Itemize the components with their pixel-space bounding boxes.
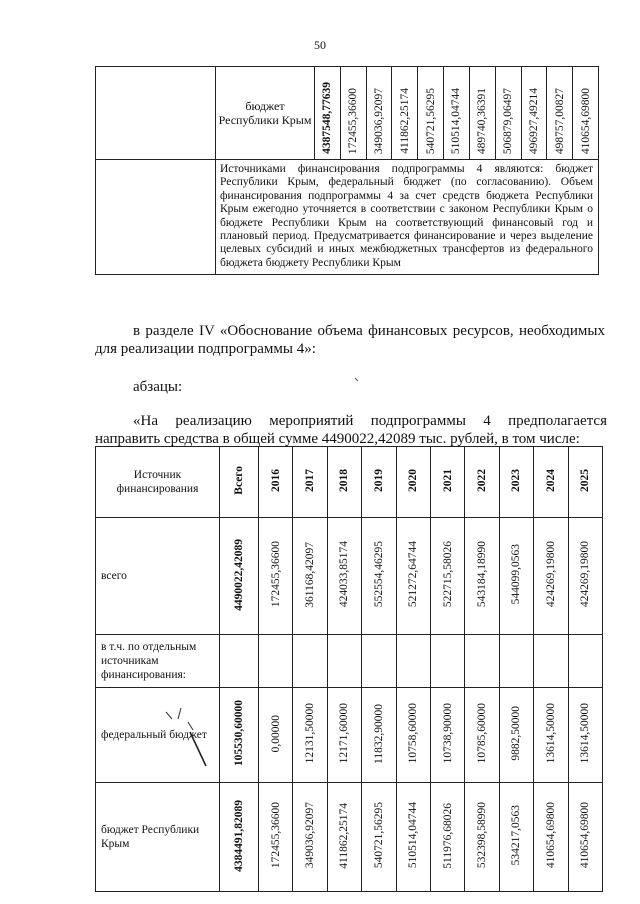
empty-cell (362, 635, 396, 688)
year-value: 424033,85174 (338, 541, 351, 608)
value-cell (534, 688, 568, 783)
year-value: 510514,04744 (450, 87, 463, 154)
year-header: 2016 (269, 469, 282, 492)
year-value: 172455,36600 (269, 802, 282, 869)
empty-cell (293, 635, 327, 688)
year-value: 13614,50000 (579, 703, 592, 764)
total-value: 4387548,77639 (321, 82, 334, 154)
federal-budget-label: федеральный бюджет (96, 688, 220, 783)
value-cell (362, 518, 396, 635)
value-cell (327, 783, 361, 892)
year-value: 534217,0563 (510, 805, 523, 866)
value-cell (465, 688, 499, 783)
year-value: 410654,69800 (579, 802, 592, 869)
year-value: 506879,06497 (502, 87, 515, 154)
pen-mark (355, 378, 358, 381)
crimea-budget-row (96, 67, 599, 160)
year-value: 498757,00827 (553, 87, 566, 154)
year-value: 543184,18990 (476, 541, 489, 608)
year-value-cell (495, 67, 521, 160)
page-number: 50 (314, 38, 326, 52)
year-header: 2020 (407, 469, 420, 492)
year-value: 172455,36600 (347, 87, 360, 154)
crimea-budget-row (96, 783, 603, 892)
year-header: 2022 (476, 469, 489, 492)
total-value: 4490022,42089 (233, 538, 245, 611)
year-value: 172455,36600 (269, 541, 282, 608)
value-cell (465, 783, 499, 892)
empty-cell (327, 635, 361, 688)
year-value: 496927,49214 (527, 87, 540, 154)
year-value: 532398,58990 (476, 802, 489, 869)
year-header-cell (259, 447, 293, 518)
year-value: 9882,50000 (510, 706, 523, 761)
year-header-cell (396, 447, 430, 518)
empty-cell (465, 635, 499, 688)
year-value-cell (444, 67, 470, 160)
year-header-cell (465, 447, 499, 518)
year-value: 10785,60000 (476, 703, 489, 764)
year-value: 0,00000 (269, 714, 282, 753)
empty-cell (430, 635, 464, 688)
empty-cell (96, 160, 216, 275)
budget-continuation-table (95, 66, 599, 275)
including-row (96, 635, 603, 688)
value-cell (534, 518, 568, 635)
year-value-cell (366, 67, 392, 160)
empty-cell (568, 635, 602, 688)
value-cell (293, 518, 327, 635)
year-value: 11832,90000 (372, 703, 385, 764)
year-header: 2017 (304, 469, 317, 492)
value-cell (465, 518, 499, 635)
year-header: 2019 (372, 469, 385, 492)
financing-table (95, 446, 603, 892)
total-cell (220, 688, 259, 783)
year-value-cell (573, 67, 599, 160)
year-value: 540721,56295 (372, 802, 385, 869)
value-cell (534, 783, 568, 892)
year-value: 489740,36391 (476, 87, 489, 154)
empty-cell (499, 635, 533, 688)
year-value: 511976,68026 (441, 802, 454, 869)
crimea-budget-label: бюджет Республики Крым (216, 67, 315, 160)
year-value: 12171,60000 (338, 703, 351, 764)
value-cell (430, 518, 464, 635)
value-cell (259, 688, 293, 783)
total-cell (220, 518, 259, 635)
year-value: 424269,19800 (544, 541, 557, 608)
year-value: 349036,92097 (373, 87, 386, 154)
empty-cell (220, 635, 259, 688)
year-value-cell (392, 67, 418, 160)
total-value: 4384491,82089 (233, 799, 245, 872)
year-value-cell (418, 67, 444, 160)
financing-sources-text: Источниками финансирования подпрограммы 4 являются: бюджет Республики Крым, федеральный бюджет (по согласованию). Объем финансирования подпрограммы 4 за счет средств бюджета Республики Крым ежегодно уточняется в соответствии с законом Республики Крым о бюджете Республики Крым на соответствующий финансовый год и плановый период. Предусматривается финансирование и через выделение целевых субсидий и иных межбюджетных трансфертов из федерального бюджета бюджету Республики Крым (216, 160, 599, 275)
value-cell (396, 518, 430, 635)
value-cell (430, 783, 464, 892)
year-value: 424269,19800 (579, 541, 592, 608)
value-cell (499, 688, 533, 783)
section-paragraph: в разделе IV «Обоснование объема финансовых ресурсов, необходимых для реализации подпрограммы 4»: (95, 323, 605, 357)
year-header-cell (327, 447, 361, 518)
year-value: 522715,58026 (441, 541, 454, 608)
year-value: 410654,69800 (544, 802, 557, 869)
financing-text-row (96, 160, 599, 275)
year-value: 521272,64744 (407, 541, 420, 608)
year-header-cell (534, 447, 568, 518)
federal-budget-row (96, 688, 603, 783)
source-header: Источник финансирования (96, 447, 220, 518)
header-row (96, 447, 603, 518)
year-header: 2021 (441, 469, 454, 492)
year-value: 544099,0563 (510, 544, 523, 605)
year-header-cell (568, 447, 602, 518)
including-label: в т.ч. по отдельным источникам финансирования: (96, 635, 220, 688)
year-value-cell (340, 67, 366, 160)
empty-cell (259, 635, 293, 688)
year-value-cell (469, 67, 495, 160)
empty-cell (96, 67, 216, 160)
year-header: 2025 (579, 469, 592, 492)
total-header-cell (220, 447, 259, 518)
total-value-cell (315, 67, 341, 160)
year-header-cell (362, 447, 396, 518)
value-cell (499, 783, 533, 892)
total-row (96, 518, 603, 635)
empty-cell (534, 635, 568, 688)
year-header: 2024 (544, 469, 557, 492)
value-cell (259, 783, 293, 892)
total-cell (220, 783, 259, 892)
crimea-budget-label: бюджет Республики Крым (96, 783, 220, 892)
year-value-cell (521, 67, 547, 160)
value-cell (568, 518, 602, 635)
value-cell (362, 783, 396, 892)
value-cell (293, 688, 327, 783)
value-cell (396, 688, 430, 783)
value-cell (293, 783, 327, 892)
year-value: 12131,50000 (304, 703, 317, 764)
year-value: 510514,04744 (407, 802, 420, 869)
total-header: Всего (233, 466, 245, 495)
year-value: 10758,60000 (407, 703, 420, 764)
year-value: 540721,56295 (424, 87, 437, 154)
year-value: 361168,42097 (304, 541, 317, 608)
year-value: 10738,90000 (441, 703, 454, 764)
value-cell (362, 688, 396, 783)
value-cell (327, 688, 361, 783)
value-cell (396, 783, 430, 892)
value-cell (568, 783, 602, 892)
year-header-cell (499, 447, 533, 518)
year-value: 411862,25174 (338, 802, 351, 869)
year-value: 411862,25174 (398, 88, 411, 154)
total-value: 105530,60000 (233, 700, 245, 767)
year-value: 349036,92097 (304, 802, 317, 869)
year-header: 2018 (338, 469, 351, 492)
value-cell (259, 518, 293, 635)
total-row-label: всего (96, 518, 220, 635)
value-cell (327, 518, 361, 635)
year-value: 410654,69800 (579, 87, 592, 154)
empty-cell (396, 635, 430, 688)
year-value: 552554,46295 (372, 541, 385, 608)
value-cell (568, 688, 602, 783)
year-header-cell (430, 447, 464, 518)
paragraphs-label: абзацы: (133, 379, 183, 395)
value-cell (430, 688, 464, 783)
value-cell (499, 518, 533, 635)
year-header-cell (293, 447, 327, 518)
year-header: 2023 (510, 469, 523, 492)
year-value-cell (547, 67, 573, 160)
intro-paragraph: «На реализацию мероприятий подпрограммы 4 предполагается направить средства в общей сумме 4490022,42089 тыс. рублей, в том числе: (95, 413, 607, 447)
year-value: 13614,50000 (544, 703, 557, 764)
